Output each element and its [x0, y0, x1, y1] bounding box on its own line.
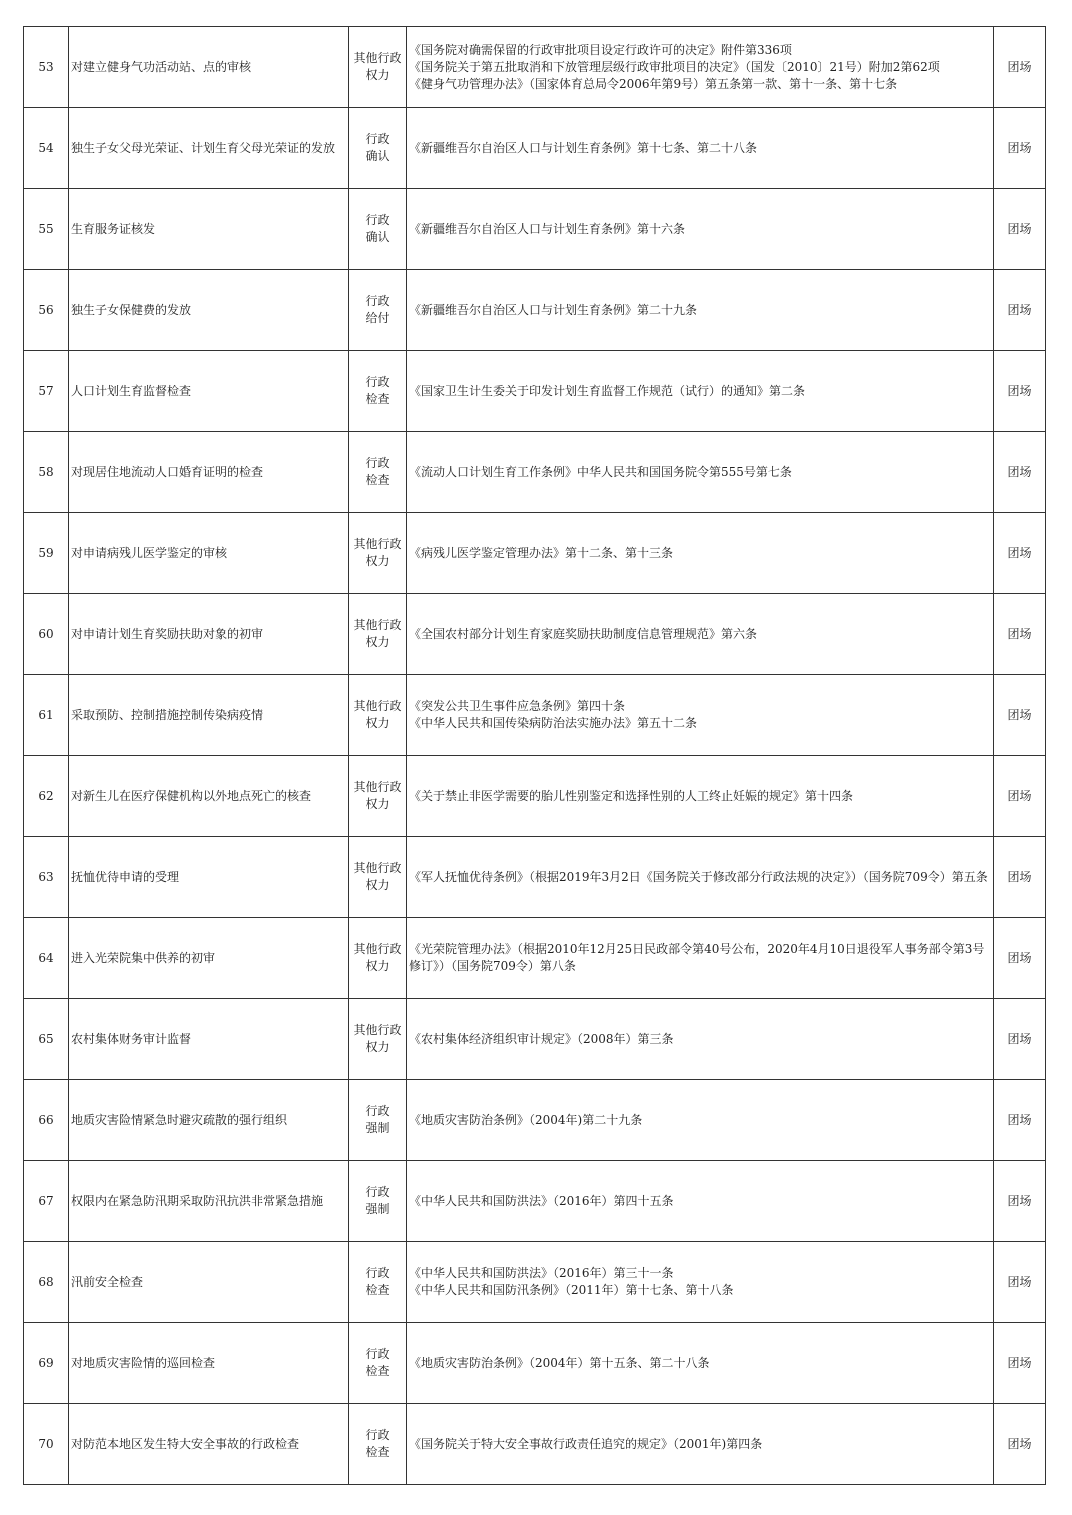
item-name: 权限内在紧急防汛期采取防汛抗洪非常紧急措施	[69, 1161, 349, 1242]
legal-basis-line: 《新疆维吾尔自治区人口与计划生育条例》第二十九条	[409, 302, 698, 317]
power-type-line: 确认	[365, 230, 390, 244]
responsible-unit: 团场	[994, 27, 1046, 108]
power-type	[349, 675, 407, 756]
legal-basis-line: 《中华人民共和国防汛条例》（2011年）第十七条、第十八条	[409, 1283, 734, 1297]
power-type-line: 行政	[365, 1266, 390, 1280]
item-name: 独生子女保健费的发放	[69, 270, 349, 351]
item-name: 对建立健身气功活动站、点的审核	[69, 27, 349, 108]
table-row	[24, 675, 1046, 756]
responsible-unit: 团场	[994, 1080, 1046, 1161]
power-type-line: 权力	[365, 68, 390, 82]
power-type	[349, 108, 407, 189]
table-row	[24, 1242, 1046, 1323]
table-row	[24, 189, 1046, 270]
responsible-unit: 团场	[994, 1242, 1046, 1323]
legal-basis-line: 《国务院关于第五批取消和下放管理层级行政审批项目的决定》（国发〔2010〕21号）附加2第62项	[409, 59, 940, 74]
responsible-unit: 团场	[994, 432, 1046, 513]
power-type-line: 检查	[365, 1283, 390, 1297]
power-type-line: 行政	[365, 213, 390, 227]
legal-basis-line: 《流动人口计划生育工作条例》中华人民共和国国务院令第555号第七条	[409, 464, 792, 479]
power-type-line: 行政	[365, 1104, 390, 1118]
legal-basis	[407, 27, 994, 108]
legal-basis-line: 《国家卫生计生委关于印发计划生育监督工作规范（试行）的通知》第二条	[409, 383, 806, 398]
power-type-line: 权力	[365, 959, 390, 973]
table-row	[24, 27, 1046, 108]
row-number: 69	[24, 1323, 69, 1404]
legal-basis-line: 《全国农村部分计划生育家庭奖励扶助制度信息管理规范》第六条	[409, 626, 758, 641]
responsible-unit: 团场	[994, 1323, 1046, 1404]
legal-basis-line: 《国务院对确需保留的行政审批项目设定行政许可的决定》附件第336项	[409, 42, 792, 57]
power-type-line: 其他行政	[353, 51, 402, 65]
legal-basis	[407, 108, 994, 189]
power-type-line: 行政	[365, 456, 390, 470]
power-type	[349, 999, 407, 1080]
item-name: 对防范本地区发生特大安全事故的行政检查	[69, 1404, 349, 1485]
power-type-line: 行政	[365, 294, 390, 308]
legal-basis	[407, 432, 994, 513]
table-row	[24, 999, 1046, 1080]
item-name: 进入光荣院集中供养的初审	[69, 918, 349, 999]
legal-basis-line: 《关于禁止非医学需要的胎儿性别鉴定和选择性别的人工终止妊娠的规定》第十四条	[409, 788, 854, 803]
legal-basis	[407, 1323, 994, 1404]
table-row	[24, 108, 1046, 189]
item-name: 地质灾害险情紧急时避灾疏散的强行组织	[69, 1080, 349, 1161]
table-body	[24, 27, 1046, 1485]
table-row	[24, 837, 1046, 918]
power-type-line: 其他行政	[353, 537, 402, 551]
item-name: 汛前安全检查	[69, 1242, 349, 1323]
power-type	[349, 918, 407, 999]
legal-basis-line: 《新疆维吾尔自治区人口与计划生育条例》第十七条、第二十八条	[409, 140, 758, 155]
item-name: 抚恤优待申请的受理	[69, 837, 349, 918]
legal-basis	[407, 1404, 994, 1485]
table-row	[24, 432, 1046, 513]
power-type-line: 权力	[365, 635, 390, 649]
responsible-unit: 团场	[994, 999, 1046, 1080]
table-row	[24, 594, 1046, 675]
power-type	[349, 1161, 407, 1242]
table-row	[24, 351, 1046, 432]
legal-basis-line: 《军人抚恤优待条例》（根据2019年3月2日《国务院关于修改部分行政法规的决定》）（国务院709令）第五条	[409, 869, 988, 884]
responsible-unit: 团场	[994, 513, 1046, 594]
power-type-line: 其他行政	[353, 942, 402, 956]
item-name: 农村集体财务审计监督	[69, 999, 349, 1080]
responsible-unit: 团场	[994, 270, 1046, 351]
legal-basis-line: 《中华人民共和国防洪法》（2016年）第四十五条	[409, 1193, 674, 1208]
row-number: 58	[24, 432, 69, 513]
item-name: 生育服务证核发	[69, 189, 349, 270]
row-number: 56	[24, 270, 69, 351]
row-number: 61	[24, 675, 69, 756]
power-type-line: 行政	[365, 1185, 390, 1199]
item-name: 独生子女父母光荣证、计划生育父母光荣证的发放	[69, 108, 349, 189]
power-type-line: 其他行政	[353, 861, 402, 875]
table-row	[24, 1323, 1046, 1404]
legal-basis-line: 《中华人民共和国防洪法》（2016年）第三十一条	[409, 1266, 674, 1280]
item-name: 对申请计划生育奖励扶助对象的初审	[69, 594, 349, 675]
table-row	[24, 1161, 1046, 1242]
table-row	[24, 270, 1046, 351]
power-type	[349, 1080, 407, 1161]
item-name: 对新生儿在医疗保健机构以外地点死亡的核查	[69, 756, 349, 837]
power-type	[349, 1404, 407, 1485]
power-type-line: 行政	[365, 132, 390, 146]
row-number: 70	[24, 1404, 69, 1485]
table-row	[24, 513, 1046, 594]
legal-basis	[407, 1161, 994, 1242]
item-name: 采取预防、控制措施控制传染病疫情	[69, 675, 349, 756]
responsible-unit: 团场	[994, 108, 1046, 189]
legal-basis	[407, 756, 994, 837]
responsible-unit: 团场	[994, 594, 1046, 675]
power-type-line: 权力	[365, 878, 390, 892]
power-type-line: 确认	[365, 149, 390, 163]
legal-basis	[407, 999, 994, 1080]
power-type	[349, 27, 407, 108]
legal-basis	[407, 1242, 994, 1323]
responsible-unit: 团场	[994, 837, 1046, 918]
table-row	[24, 1080, 1046, 1161]
row-number: 68	[24, 1242, 69, 1323]
power-type-line: 权力	[365, 554, 390, 568]
legal-basis-line: 《地质灾害防治条例》（2004年)第二十九条	[409, 1112, 643, 1127]
power-type	[349, 513, 407, 594]
power-type-line: 强制	[365, 1121, 390, 1135]
power-type-line: 强制	[365, 1202, 390, 1216]
power-list-table	[23, 26, 1046, 1485]
power-type-line: 权力	[365, 716, 390, 730]
row-number: 55	[24, 189, 69, 270]
legal-basis	[407, 918, 994, 999]
power-type	[349, 756, 407, 837]
power-type-line: 其他行政	[353, 618, 402, 632]
power-type-line: 检查	[365, 1445, 390, 1459]
table-row	[24, 918, 1046, 999]
power-type	[349, 1323, 407, 1404]
power-type-line: 行政	[365, 1428, 390, 1442]
power-type-line: 给付	[365, 311, 390, 325]
legal-basis	[407, 594, 994, 675]
legal-basis-line: 《国务院关于特大安全事故行政责任追究的规定》（2001年)第四条	[409, 1436, 763, 1451]
row-number: 54	[24, 108, 69, 189]
row-number: 67	[24, 1161, 69, 1242]
legal-basis-line: 《健身气功管理办法》（国家体育总局令2006年第9号）第五条第一款、第十一条、第十七条	[409, 76, 898, 91]
power-type-line: 权力	[365, 1040, 390, 1054]
power-type	[349, 189, 407, 270]
legal-basis	[407, 351, 994, 432]
responsible-unit: 团场	[994, 351, 1046, 432]
legal-basis-line: 《地质灾害防治条例》（2004年）第十五条、第二十八条	[409, 1355, 710, 1370]
row-number: 62	[24, 756, 69, 837]
legal-basis	[407, 513, 994, 594]
legal-basis	[407, 837, 994, 918]
row-number: 63	[24, 837, 69, 918]
row-number: 65	[24, 999, 69, 1080]
responsible-unit: 团场	[994, 189, 1046, 270]
responsible-unit: 团场	[994, 756, 1046, 837]
power-type-line: 行政	[365, 1347, 390, 1361]
legal-basis	[407, 1080, 994, 1161]
row-number: 66	[24, 1080, 69, 1161]
power-type	[349, 270, 407, 351]
item-name: 对现居住地流动人口婚育证明的检查	[69, 432, 349, 513]
power-type	[349, 837, 407, 918]
legal-basis	[407, 270, 994, 351]
item-name: 对申请病残儿医学鉴定的审核	[69, 513, 349, 594]
row-number: 64	[24, 918, 69, 999]
legal-basis	[407, 189, 994, 270]
responsible-unit: 团场	[994, 1404, 1046, 1485]
power-type-line: 其他行政	[353, 699, 402, 713]
legal-basis-line: 《病残儿医学鉴定管理办法》第十二条、第十三条	[409, 545, 674, 560]
legal-basis-line: 《新疆维吾尔自治区人口与计划生育条例》第十六条	[409, 221, 686, 236]
power-type-line: 其他行政	[353, 1023, 402, 1037]
power-type-line: 检查	[365, 1364, 390, 1378]
legal-basis-line: 《光荣院管理办法》（根据2010年12月25日民政部令第40号公布，2020年4月10日退役军人事务部令第3号修订》）（国务院709令）第八条	[409, 942, 985, 973]
legal-basis-line: 《中华人民共和国传染病防治法实施办法》第五十二条	[409, 716, 698, 730]
legal-basis-line: 《突发公共卫生事件应急条例》第四十条	[409, 699, 626, 713]
power-type-line: 其他行政	[353, 780, 402, 794]
row-number: 53	[24, 27, 69, 108]
row-number: 59	[24, 513, 69, 594]
table-row	[24, 1404, 1046, 1485]
power-type	[349, 432, 407, 513]
row-number: 57	[24, 351, 69, 432]
power-type	[349, 1242, 407, 1323]
row-number: 60	[24, 594, 69, 675]
table-row	[24, 756, 1046, 837]
responsible-unit: 团场	[994, 918, 1046, 999]
legal-basis-line: 《农村集体经济组织审计规定》（2008年）第三条	[409, 1031, 674, 1046]
power-type	[349, 351, 407, 432]
power-type-line: 检查	[365, 392, 390, 406]
responsible-unit: 团场	[994, 1161, 1046, 1242]
responsible-unit: 团场	[994, 675, 1046, 756]
item-name: 人口计划生育监督检查	[69, 351, 349, 432]
power-type-line: 行政	[365, 375, 390, 389]
power-type-line: 权力	[365, 797, 390, 811]
item-name: 对地质灾害险情的巡回检查	[69, 1323, 349, 1404]
power-type	[349, 594, 407, 675]
power-type-line: 检查	[365, 473, 390, 487]
legal-basis	[407, 675, 994, 756]
